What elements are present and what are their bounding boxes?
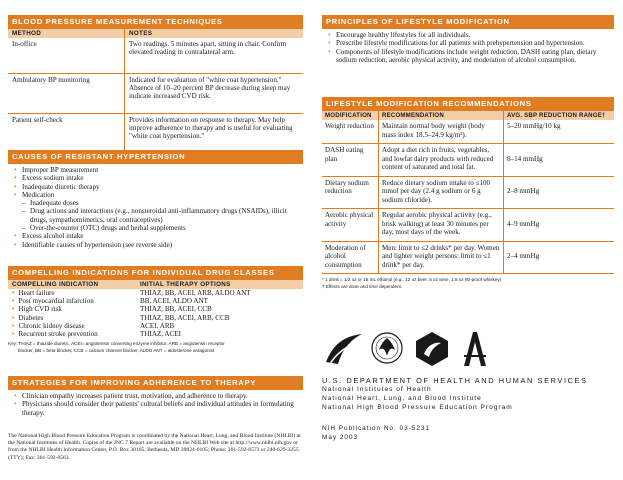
method-cell: Ambulatory BP monitoring bbox=[8, 73, 125, 113]
bullet-icon: • bbox=[12, 297, 15, 306]
table-row bbox=[8, 73, 303, 113]
list-sub-item: – Over-the-counter (OTC) drugs and herbal supplements bbox=[14, 224, 303, 232]
key-line: Key: THIAZ = thiazide diuretic, ACEI= angiotensin converting enzyme inhibitor, ARB = angiotensin receptor bbox=[8, 341, 225, 347]
list-sub-item: – Inadequate doses bbox=[14, 199, 303, 207]
reduction-cell: 5–20 mmHg/10 kg bbox=[504, 120, 615, 144]
table-row bbox=[8, 297, 303, 305]
table-row bbox=[322, 120, 614, 144]
modification-cell: Moderation of alcohol consumption bbox=[322, 241, 379, 274]
header-recommendation: RECOMMENDATION bbox=[379, 111, 504, 120]
nih-logo-icon bbox=[414, 330, 450, 368]
reduction-cell: 8–14 mmHg bbox=[504, 144, 615, 177]
hhs-eagle-icon bbox=[370, 330, 404, 368]
list-item: • Physicians should consider their patients' cultural beliefs and individual attitudes in formulating therapy. bbox=[14, 400, 303, 417]
table-row bbox=[322, 176, 614, 209]
indication-cell: Post myocardial infarction bbox=[18, 297, 94, 306]
lifestyle-notes bbox=[322, 277, 614, 290]
header-reduction: AVG. SBP REDUCTION RANGE† bbox=[504, 111, 615, 120]
bullet-icon: • bbox=[12, 289, 15, 297]
recommendation-cell: Maintain normal body weight (body mass index 18.5–24.9 kg/m²). bbox=[379, 120, 504, 144]
adherence-title: STRATEGIES FOR IMPROVING ADHERENCE TO THERAPY bbox=[8, 376, 303, 390]
indication-cell: Diabetes bbox=[18, 313, 44, 322]
principles-list bbox=[322, 31, 614, 64]
list-item: • Prescribe lifestyle modifications for all patients with prehypertension and hypertension. bbox=[328, 39, 614, 47]
bullet-icon: • bbox=[12, 313, 15, 322]
footer-text: The National High Blood Pressure Education Program is coordinated by the National Heart, Lung, and Blood Institute (NHLBI) at the National Institutes of Health. Copies of the JNC 7 Report are available on the NHLBI Web site at http://www.nhlbi.nih.gov or from the NHLBI Health Information Center, P.O. Box 30105, Bethesda, MD 20824-0105; Phone: 301-592-8573 or 240-629-3255 (TTY); Fax: 301-592-8563. bbox=[8, 433, 301, 461]
recommendation-cell: Men: limit to ≤2 drinks* per day. Women and lighter weight persons: limit to ≤1 drink* per day. bbox=[379, 241, 504, 274]
notes-cell: Indicated for evaluation of "white coat hypertension." Absence of 10–20 percent BP decrease during sleep may indicate increased CVD risk. bbox=[125, 73, 304, 113]
agency-line: National High Blood Pressure Education Program bbox=[322, 404, 513, 411]
publication-date: May 2003 bbox=[322, 434, 359, 441]
list-item: • Inadequate diuretic therapy bbox=[14, 183, 303, 191]
resistant-list bbox=[8, 166, 303, 249]
lifestyle-title: LIFESTYLE MODIFICATION RECOMMENDATIONS bbox=[322, 97, 614, 111]
bullet-icon: • bbox=[12, 330, 15, 339]
table-row bbox=[322, 241, 614, 274]
table-row bbox=[322, 209, 614, 242]
therapy-cell: ACEI, ARB bbox=[140, 321, 175, 330]
reduction-cell: 2–4 mmHg bbox=[504, 241, 615, 274]
nhlbi-logo-icon bbox=[460, 330, 490, 368]
publication-number: NIH Publication No. 03-5231 bbox=[322, 425, 430, 432]
therapy-cell: THIAZ, ACEI bbox=[140, 330, 181, 339]
header-modification: MODIFICATION bbox=[322, 111, 379, 120]
list-item: • Excess sodium intake bbox=[14, 174, 303, 182]
notes-cell: Two readings, 5 minutes apart, sitting in chair. Confirm elevated reading in contralateral arm. bbox=[125, 38, 304, 73]
recommendation-cell: Regular aerobic physical activity (e.g., brisk walking) at least 30 minutes per day, most days of the week. bbox=[379, 209, 504, 242]
list-item: • Clinician empathy increases patient trust, motivation, and adherence to therapy. bbox=[14, 392, 303, 400]
compelling-indications-section bbox=[8, 266, 303, 354]
table-row bbox=[8, 289, 303, 297]
list-item: • Encourage healthy lifestyles for all individuals. bbox=[328, 31, 614, 39]
adherence-list bbox=[8, 392, 303, 417]
abbreviation-key bbox=[8, 341, 303, 354]
method-cell: Patient self-check bbox=[8, 113, 125, 151]
compelling-table bbox=[8, 280, 303, 338]
effects-footnote: † Effects are dose and time dependent. bbox=[322, 283, 403, 289]
header-notes: NOTES bbox=[125, 29, 304, 38]
modification-cell: DASH eating plan bbox=[322, 144, 379, 177]
method-cell: In-office bbox=[8, 38, 125, 73]
table-row bbox=[8, 113, 303, 151]
table-row bbox=[8, 305, 303, 313]
bp-techniques-title: BLOOD PRESSURE MEASUREMENT TECHNIQUES bbox=[8, 15, 303, 29]
therapy-cell: THIAZ, BB, ACEI, ARB, CCB bbox=[140, 313, 230, 322]
list-sub-item: – Drug actions and interactions (e.g., nonsteroidal anti-inflammatory drugs (NSAIDs), illicit drugs, sympathomimetics, oral contraceptives) bbox=[14, 207, 303, 224]
resistant-title: CAUSES OF RESISTANT HYPERTENSION bbox=[8, 150, 303, 164]
indication-cell: Recurrent stroke prevention bbox=[18, 330, 98, 339]
list-item: • Improper BP measurement bbox=[14, 166, 303, 174]
drink-footnote: * 1 drink = 1/2 oz or 15 mL ethanol (e.g., 12 oz beer, 5 oz wine, 1.5 oz 80-proof whiskey). bbox=[322, 277, 503, 282]
notes-cell: Provides information on response to therapy. May help improve adherence to therapy and is useful for evaluating "white coat hypertension." bbox=[125, 113, 304, 151]
indication-cell: Heart failure bbox=[18, 289, 55, 297]
bp-techniques-section bbox=[8, 15, 303, 152]
bp-techniques-table bbox=[8, 29, 303, 152]
recommendation-cell: Adopt a diet rich in fruits, vegetables, and lowfat dairy products with reduced content of saturated and total fat. bbox=[379, 144, 504, 177]
adherence-section bbox=[8, 376, 303, 417]
lifestyle-table bbox=[322, 111, 614, 274]
therapy-cell: THIAZ, BB, ACEI, ARB, ALDO ANT bbox=[140, 289, 251, 297]
therapy-cell: BB, ACEI, ALDO ANT bbox=[140, 297, 208, 306]
principles-section bbox=[322, 15, 614, 64]
list-item: • Identifiable causes of hypertension (see reverse side) bbox=[14, 241, 303, 249]
header-method: METHOD bbox=[8, 29, 125, 38]
reduction-cell: 4–9 mmHg bbox=[504, 209, 615, 242]
nhbpep-logo-icon bbox=[324, 330, 364, 368]
modification-cell: Aerobic physical activity bbox=[322, 209, 379, 242]
department-name: U.S. DEPARTMENT OF HEALTH AND HUMAN SERVICES bbox=[322, 376, 588, 385]
indication-cell: Chronic kidney disease bbox=[18, 321, 85, 330]
publication-block bbox=[322, 424, 614, 442]
modification-cell: Dietary sodium reduction bbox=[322, 176, 379, 209]
list-item: • Medication bbox=[14, 191, 303, 199]
table-row bbox=[8, 322, 303, 330]
modification-cell: Weight reduction bbox=[322, 120, 379, 144]
lifestyle-section bbox=[322, 97, 614, 290]
indication-cell: High CVD risk bbox=[18, 305, 62, 314]
therapy-cell: THIAZ, BB, ACEI, CCB bbox=[140, 305, 212, 314]
header-therapy: INITIAL THERAPY OPTIONS bbox=[136, 280, 303, 289]
table-row bbox=[8, 330, 303, 338]
agency-block bbox=[322, 376, 614, 412]
table-row bbox=[8, 38, 303, 73]
recommendation-cell: Reduce dietary sodium intake to ≤100 mmol per day (2.4 g sodium or 6 g sodium chloride). bbox=[379, 176, 504, 209]
table-row bbox=[8, 314, 303, 322]
table-row bbox=[322, 144, 614, 177]
reduction-cell: 2–8 mmHg bbox=[504, 176, 615, 209]
list-item: • Excess alcohol intake bbox=[14, 232, 303, 240]
key-line: blocker, BB = beta blocker, CCB = calcium channel blocker, ALDO ANT = aldosterone antagonist bbox=[18, 347, 215, 353]
compelling-title: COMPELLING INDICATIONS FOR INDIVIDUAL DRUG CLASSES bbox=[8, 266, 303, 280]
bullet-icon: • bbox=[12, 305, 15, 314]
logo-row bbox=[322, 330, 614, 372]
bullet-icon: • bbox=[12, 321, 15, 330]
principles-title: PRINCIPLES OF LIFESTYLE MODIFICATION bbox=[322, 15, 614, 29]
resistant-hypertension-section bbox=[8, 150, 303, 249]
list-item: • Components of lifestyle modifications include weight reduction, DASH eating plan, dietary sodium reduction, aerobic physical activity, and moderation of alcohol consumption. bbox=[328, 48, 614, 65]
agency-line: National Institutes of Health bbox=[322, 386, 432, 393]
agency-line: National Heart, Lung, and Blood Institute bbox=[322, 395, 482, 402]
header-indication: COMPELLING INDICATION bbox=[8, 280, 136, 289]
